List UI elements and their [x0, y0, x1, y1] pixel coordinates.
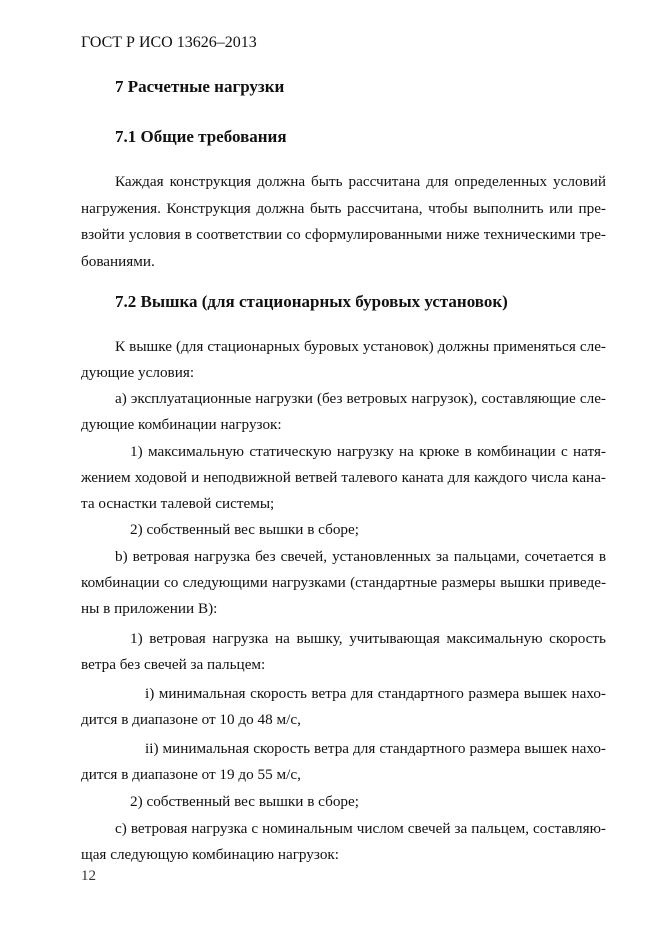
list-item-b1-i-cont: дится в диапазоне от 10 до 48 м/с,	[81, 711, 301, 728]
paragraph-line: К вышке (для стационарных буровых установок) должны применяться сле-	[115, 338, 606, 355]
paragraph-line: взойти условия в соответствии со сформулированными ниже техническими тре-	[81, 226, 606, 243]
list-item-a1-cont: та оснастки талевой системы;	[81, 495, 275, 512]
list-item-b1: 1) ветровая нагрузка на вышку, учитывающая максимальную скорость	[130, 630, 606, 647]
list-item-a1: 1) максимальную статическую нагрузку на крюке в комбинации с натя-	[130, 443, 606, 460]
subsection-7-1-title: 7.1 Общие требования	[115, 127, 287, 146]
list-item-b1-ii: ii) минимальная скорость ветра для стандартного размера вышек нахо-	[145, 740, 606, 757]
list-item-b2: 2) собственный вес вышки в сборе;	[130, 793, 359, 810]
list-item-a1-cont: жением ходовой и неподвижной ветвей талевого каната для каждого числа кана-	[81, 469, 606, 486]
list-item-b-cont: комбинации со следующими нагрузками (стандартные размеры вышки приведе-	[81, 574, 606, 591]
subsection-7-2-title: 7.2 Вышка (для стационарных буровых установок)	[115, 292, 508, 311]
list-item-b1-i: i) минимальная скорость ветра для стандартного размера вышек нахо-	[145, 685, 606, 702]
list-item-b1-cont: ветра без свечей за пальцем:	[81, 656, 266, 673]
list-item-b1-ii-cont: дится в диапазоне от 19 до 55 м/с,	[81, 766, 301, 783]
paragraph-line: нагружения. Конструкция должна быть рассчитана, чтобы выполнить или пре-	[81, 200, 606, 217]
paragraph-line: бованиями.	[81, 253, 155, 270]
document-header: ГОСТ Р ИСО 13626–2013	[81, 34, 257, 51]
list-item-b: b) ветровая нагрузка без свечей, установленных за пальцами, сочетается в	[115, 548, 606, 565]
list-item-a2: 2) собственный вес вышки в сборе;	[130, 521, 359, 538]
section-title: 7 Расчетные нагрузки	[115, 77, 285, 96]
list-item-c: с) ветровая нагрузка с номинальным числом свечей за пальцем, составляю-	[115, 820, 606, 837]
list-item-a: а) эксплуатационные нагрузки (без ветровых нагрузок), составляющие сле-	[115, 390, 606, 407]
list-item-a-cont: дующие комбинации нагрузок:	[81, 416, 282, 433]
list-item-c-cont: щая следующую комбинацию нагрузок:	[81, 846, 340, 863]
page-number: 12	[81, 868, 96, 884]
list-item-b-cont: ны в приложении В):	[81, 600, 218, 617]
paragraph-line: дующие условия:	[81, 364, 195, 381]
paragraph-line: Каждая конструкция должна быть рассчитана для определенных условий	[115, 173, 606, 190]
